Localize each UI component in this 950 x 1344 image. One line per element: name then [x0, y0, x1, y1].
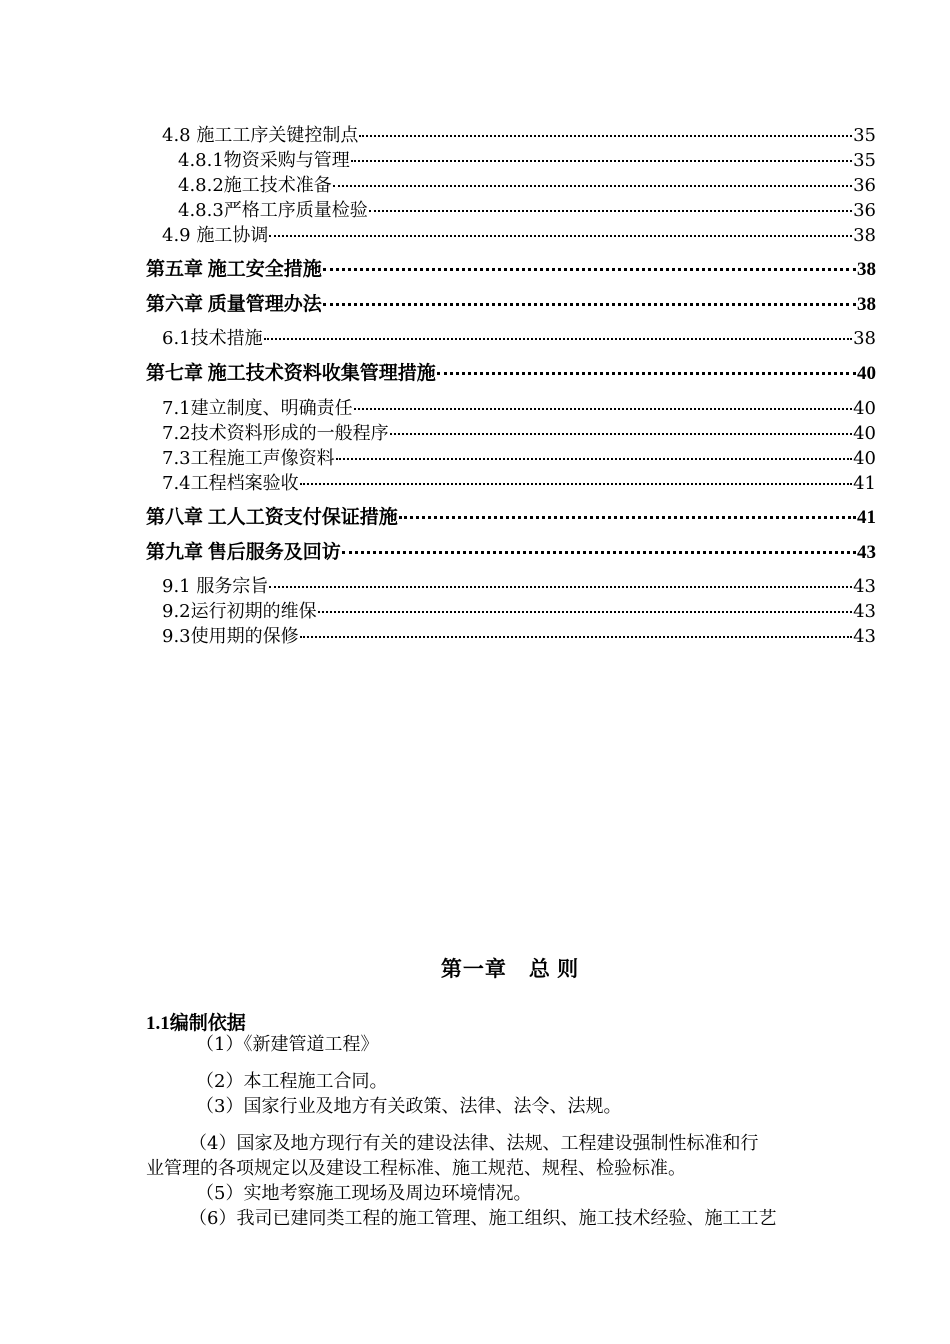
toc-entry-page: 43: [853, 576, 876, 597]
toc-entry-page: 35: [853, 125, 876, 146]
toc-chapter-entry[interactable]: [146, 293, 876, 317]
toc-leader-dots: [264, 338, 852, 340]
toc-entry-title: 第五章 施工安全措施: [146, 259, 322, 280]
body-paragraph: （5）实地考察施工现场及周边环境情况。: [196, 1183, 532, 1204]
toc-entry-page: 41: [857, 507, 876, 528]
toc-entry[interactable]: [162, 600, 876, 624]
toc-entry[interactable]: [162, 397, 876, 421]
toc-entry[interactable]: [162, 422, 876, 446]
toc-entry[interactable]: [162, 472, 876, 496]
toc-entry[interactable]: [162, 327, 876, 351]
toc-leader-dots: [351, 160, 852, 162]
toc-entry-page: 40: [853, 448, 876, 469]
section-heading: 1.1编制依据: [146, 1013, 246, 1034]
toc-entry-title: 4.8.3严格工序质量检验: [178, 200, 368, 221]
toc-entry-page: 43: [853, 626, 876, 647]
toc-entry-title: 7.3工程施工声像资料: [162, 448, 335, 469]
body-paragraph: 业管理的各项规定以及建设工程标准、施工规范、规程、检验标准。: [146, 1158, 686, 1179]
toc-entry-title: 4.8 施工工序关键控制点: [162, 125, 359, 146]
toc-chapter-entry[interactable]: [146, 541, 876, 565]
toc-entry[interactable]: [178, 174, 876, 198]
body-paragraph: （6）我司已建同类工程的施工管理、施工组织、施工技术经验、施工工艺: [189, 1208, 777, 1229]
toc-entry-page: 40: [853, 423, 876, 444]
body-paragraph: （2）本工程施工合同。: [196, 1071, 388, 1092]
toc-leader-dots: [300, 636, 852, 638]
toc-entry-title: 4.8.1物资采购与管理: [178, 150, 350, 171]
toc-leader-dots: [318, 611, 852, 613]
toc-entry[interactable]: [178, 149, 876, 173]
toc-entry-page: 36: [853, 200, 876, 221]
toc-entry[interactable]: [162, 447, 876, 471]
toc-entry-page: 38: [853, 225, 876, 246]
toc-chapter-entry[interactable]: [146, 506, 876, 530]
toc-entry-title: 7.2技术资料形成的一般程序: [162, 423, 389, 444]
toc-entry[interactable]: [162, 224, 876, 248]
toc-entry-page: 40: [857, 363, 876, 384]
toc-chapter-entry[interactable]: [146, 362, 876, 386]
toc-entry-title: 4.8.2施工技术准备: [178, 175, 332, 196]
toc-leader-dots: [269, 235, 852, 237]
toc-entry-page: 43: [853, 601, 876, 622]
toc-entry-title: 4.9 施工协调: [162, 225, 269, 246]
toc-entry[interactable]: [162, 625, 876, 649]
toc-entry-page: 36: [853, 175, 876, 196]
toc-entry[interactable]: [162, 124, 876, 148]
toc-leader-dots: [390, 433, 852, 435]
toc-leader-dots: [359, 135, 852, 137]
toc-entry[interactable]: [178, 199, 876, 223]
body-paragraph: （4）国家及地方现行有关的建设法律、法规、工程建设强制性标准和行: [189, 1133, 759, 1154]
toc-leader-dots: [333, 185, 852, 187]
toc-entry[interactable]: [162, 575, 876, 599]
body-paragraph: （1）《新建管道工程》: [196, 1034, 379, 1055]
toc-leader-dots: [323, 303, 856, 306]
toc-leader-dots: [269, 586, 852, 588]
toc-entry-page: 38: [853, 328, 876, 349]
toc-chapter-entry[interactable]: [146, 258, 876, 282]
toc-entry-title: 第八章 工人工资支付保证措施: [146, 507, 398, 528]
toc-entry-page: 38: [857, 259, 876, 280]
toc-leader-dots: [300, 483, 852, 485]
toc-entry-title: 9.2运行初期的维保: [162, 601, 317, 622]
toc-leader-dots: [342, 551, 856, 554]
toc-entry-title: 7.1建立制度、明确责任: [162, 398, 353, 419]
toc-entry-page: 43: [857, 542, 876, 563]
toc-entry-page: 41: [853, 473, 876, 494]
toc-leader-dots: [323, 268, 856, 271]
toc-entry-page: 35: [853, 150, 876, 171]
toc-entry-page: 38: [857, 294, 876, 315]
toc-entry-page: 40: [853, 398, 876, 419]
toc-entry-title: 7.4工程档案验收: [162, 473, 299, 494]
toc-leader-dots: [437, 372, 856, 375]
toc-leader-dots: [336, 458, 852, 460]
chapter-title: 第一章 总 则: [440, 957, 580, 981]
body-paragraph: （3）国家行业及地方有关政策、法律、法令、法规。: [196, 1096, 622, 1117]
toc-entry-title: 6.1技术措施: [162, 328, 263, 349]
toc-entry-title: 第六章 质量管理办法: [146, 294, 322, 315]
toc-leader-dots: [369, 210, 852, 212]
toc-leader-dots: [399, 516, 856, 519]
toc-leader-dots: [354, 408, 852, 410]
toc-entry-title: 第七章 施工技术资料收集管理措施: [146, 363, 436, 384]
toc-entry-title: 9.1 服务宗旨: [162, 576, 269, 597]
toc-entry-title: 9.3使用期的保修: [162, 626, 299, 647]
toc-entry-title: 第九章 售后服务及回访: [146, 542, 341, 563]
